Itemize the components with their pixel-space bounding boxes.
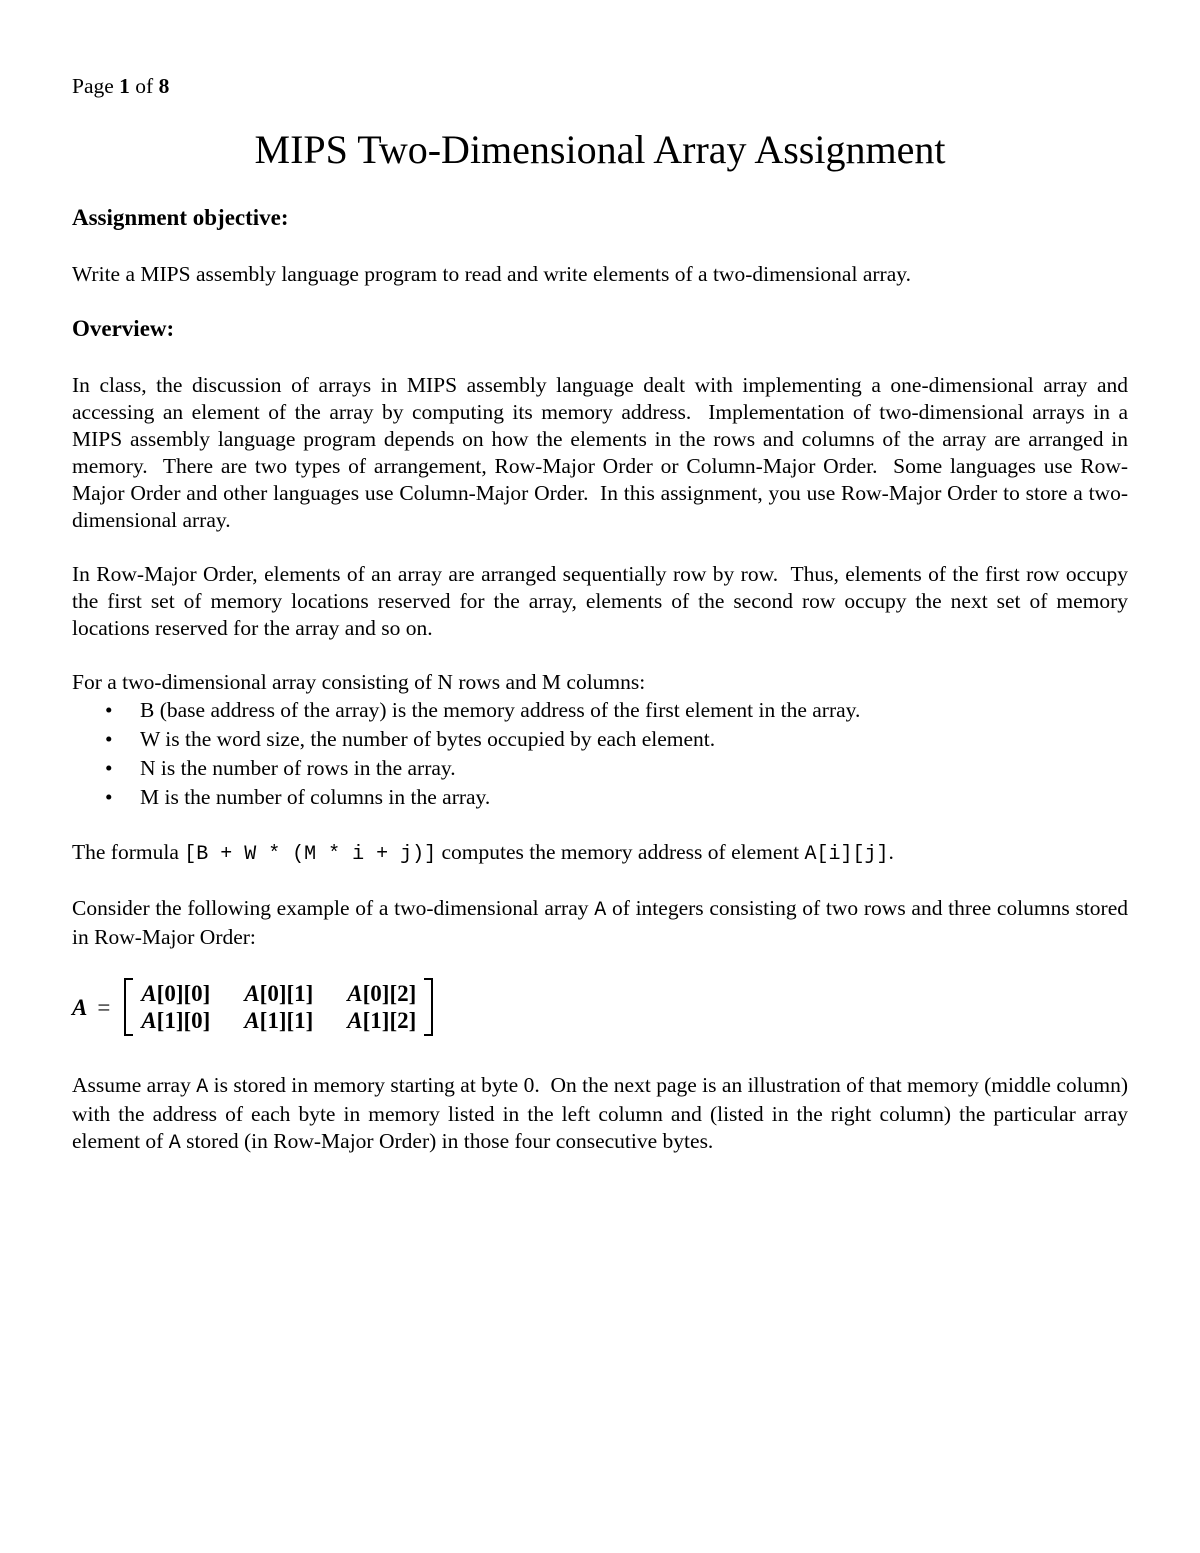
array-name-code-2: A	[196, 1076, 209, 1099]
assume-text-1: Assume array	[72, 1073, 197, 1097]
matrix-cell-0-2: A[0][2]	[347, 981, 417, 1006]
of-word: of	[129, 74, 159, 98]
overview-paragraph-2: In Row-Major Order, elements of an array are arranged sequentially row by row. Thus, elements of the first row occupy the first set of memory locations reserved for the array, elements of the second row occupy the next set of memory locations reserved for the array and so on.	[72, 562, 1134, 640]
consider-paragraph	[72, 895, 1134, 951]
matrix-grid	[133, 978, 424, 1036]
definitions-intro: For a two-dimensional array consisting of N rows and M columns:	[72, 670, 646, 694]
consider-text-after: of integers consisting of two rows and three columns stored in Row-Major Order:	[72, 896, 1134, 949]
page-number-label	[72, 73, 1128, 100]
list-item-columns: • M is the number of columns in the array.	[105, 783, 1128, 812]
formula-text-after: .	[888, 840, 894, 864]
section-heading-objective: Assignment objective:	[72, 205, 289, 230]
section-heading-overview: Overview:	[72, 316, 175, 341]
equals-sign: =	[97, 994, 111, 1020]
list-item-base-address: • B (base address of the array) is the memory address of the first element in the array.	[105, 696, 1128, 725]
page-word: Page	[72, 74, 120, 98]
overview-paragraph-1: In class, the discussion of arrays in MIPS assembly language dealt with implementing a one-dimensional array and accessing an element of the array by computing its memory address. Implementation of two-dimensional arrays in a MIPS assembly language program depends on how the elements in the rows and columns of the array are arranged in memory. There are two types of arrangement, Row-Major Order or Column-Major Order. Some languages use Row-Major Order and other languages use Column-Major Order. In this assignment, you use Row-Major Order to store a two-dimensional array.	[72, 373, 1134, 532]
matrix-cell-1-2: A[1][2]	[347, 1008, 417, 1033]
matrix-equation	[72, 978, 1128, 1036]
formula-paragraph	[72, 839, 1128, 868]
document-title: MIPS Two-Dimensional Array Assignment	[254, 127, 946, 172]
matrix-left-bracket	[124, 978, 133, 1036]
matrix-right-bracket	[424, 978, 433, 1036]
objective-paragraph: Write a MIPS assembly language program to read and write elements of a two-dimensional array.	[72, 262, 911, 286]
definitions-list	[72, 696, 1128, 812]
matrix-lhs-variable: A	[72, 994, 88, 1020]
matrix-cell-0-0: A[0][0]	[141, 981, 211, 1006]
matrix-cell-1-0: A[1][0]	[141, 1008, 211, 1033]
formula-text-before: The formula	[72, 840, 185, 864]
assume-text-3: stored (in Row-Major Order) in those four consecutive bytes.	[180, 1129, 714, 1153]
matrix-cell-1-1: A[1][1]	[244, 1008, 314, 1033]
page-number: 1	[119, 74, 130, 98]
list-item-word-size: • W is the word size, the number of bytes occupied by each element.	[105, 725, 1128, 754]
array-name-code: A	[594, 899, 607, 922]
consider-text-before: Consider the following example of a two-dimensional array	[72, 896, 595, 920]
array-element-code: A[i][j]	[804, 843, 889, 866]
assume-text-2: is stored in memory starting at byte 0. On the next page is an illustration of that memory (middle column) with the address of each byte in memory listed in the left column and (listed in the right column) the particular array element of	[72, 1073, 1134, 1153]
address-formula-code: [B + W * (M * i + j)]	[184, 843, 437, 866]
list-item-rows: • N is the number of rows in the array.	[105, 754, 1128, 783]
formula-text-middle: computes the memory address of element	[436, 840, 805, 864]
matrix-cell-0-1: A[0][1]	[244, 981, 314, 1006]
assume-paragraph	[72, 1072, 1134, 1157]
page-total: 8	[158, 74, 170, 98]
array-name-code-3: A	[168, 1132, 181, 1155]
